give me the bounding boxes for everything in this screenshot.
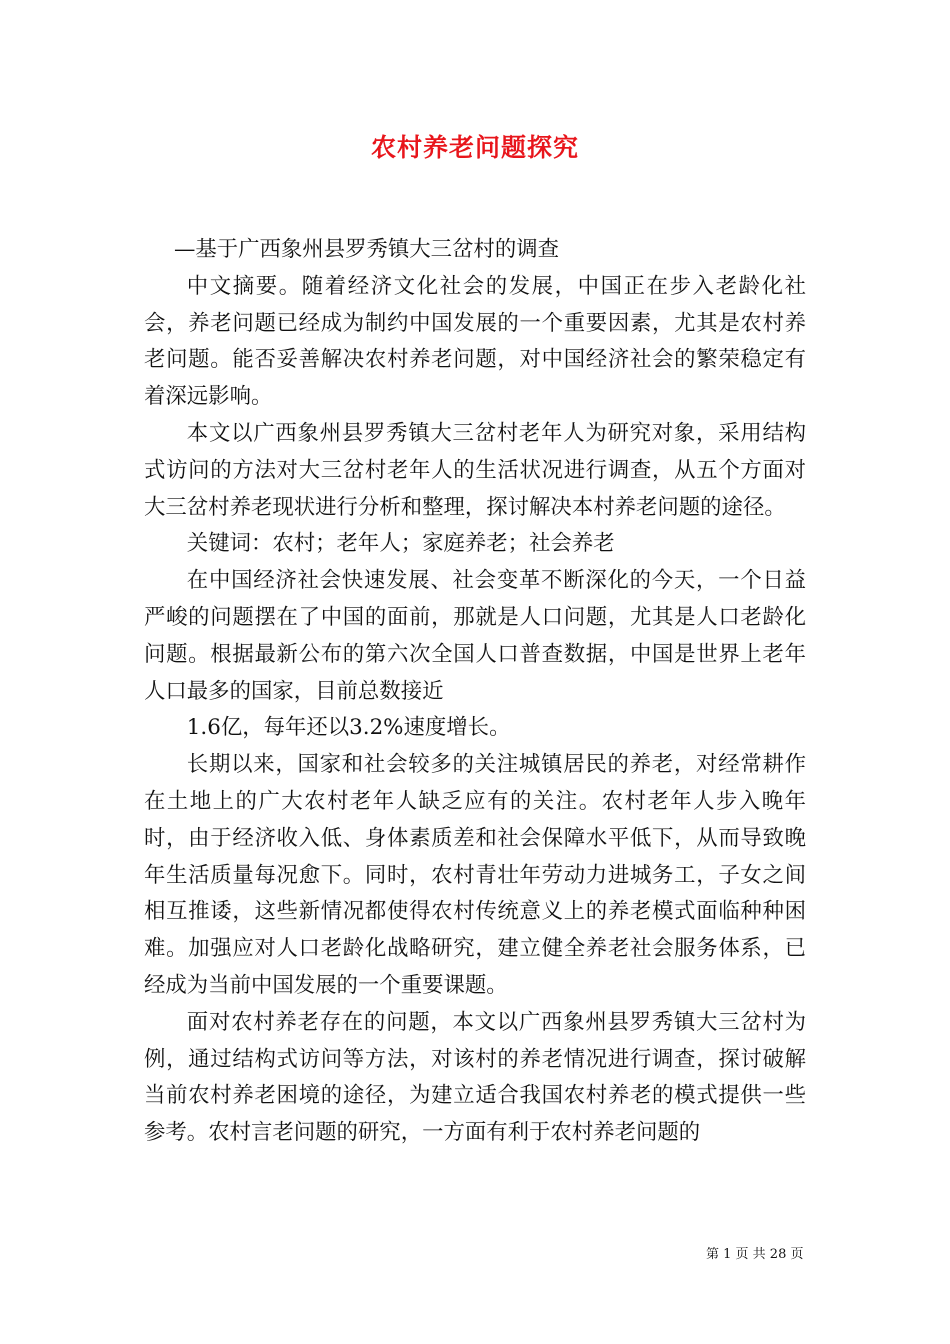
document-subtitle: —基于广西象州县罗秀镇大三岔村的调查 — [173, 237, 559, 262]
research-method-paragraph: 本文以广西象州县罗秀镇大三岔村老年人为研究对象，采用结构式访问的方法对大三岔村老年人的生活状况进行调查，从五个方面对大三岔村养老现状进行分析和整理，探讨解决本村养老问题的途径。 — [144, 420, 806, 520]
keywords-paragraph: 关键词：农村；老年人；家庭养老；社会养老 — [186, 531, 615, 557]
page-number: 第 1 页 共 28 页 — [706, 1247, 804, 1262]
research-purpose-paragraph: 面对农村养老存在的问题，本文以广西象州县罗秀镇大三岔村为例，通过结构式访问等方法，对该村的养老情况进行调查，探讨破解当前农村养老困境的途径，为建立适合我国农村养老的模式提供一些参考。农村言老问题的研究，一方面有利于农村养老问题的 — [144, 1009, 806, 1146]
document-body — [144, 232, 806, 1152]
document-title: 农村养老问题探究 — [370, 133, 579, 162]
abstract-paragraph: 中文摘要。随着经济文化社会的发展，中国正在步入老龄化社会，养老问题已经成为制约中国发展的一个重要因素，尤其是农村养老问题。能否妥善解决农村养老问题，对中国经济社会的繁荣稳定有着深远影响。 — [144, 273, 806, 410]
background-paragraph: 在中国经济社会快速发展、社会变革不断深化的今天，一个日益严峻的问题摆在了中国的面前，那就是人口问题，尤其是人口老龄化问题。根据最新公布的第六次全国人口普查数据，中国是世界上老年人口最多的国家，目前总数接近 — [144, 568, 806, 704]
rural-elderly-paragraph: 长期以来，国家和社会较多的关注城镇居民的养老，对经常耕作在土地上的广大农村老年人缺乏应有的关注。农村老年人步入晚年时，由于经济收入低、身体素质差和社会保障水平低下，从而导致晚年生活质量每况愈下。同时，农村青壮年劳动力进城务工，子女之间相互推诿，这些新情况都使得农村传统意义上的养老模式面临种种困难。加强应对人口老龄化战略研究，建立健全养老社会服务体系，已经成为当前中国发展的一个重要课题。 — [144, 752, 806, 998]
population-statistics-paragraph: 1.6亿，每年还以3.2%速度增长。 — [186, 715, 511, 741]
